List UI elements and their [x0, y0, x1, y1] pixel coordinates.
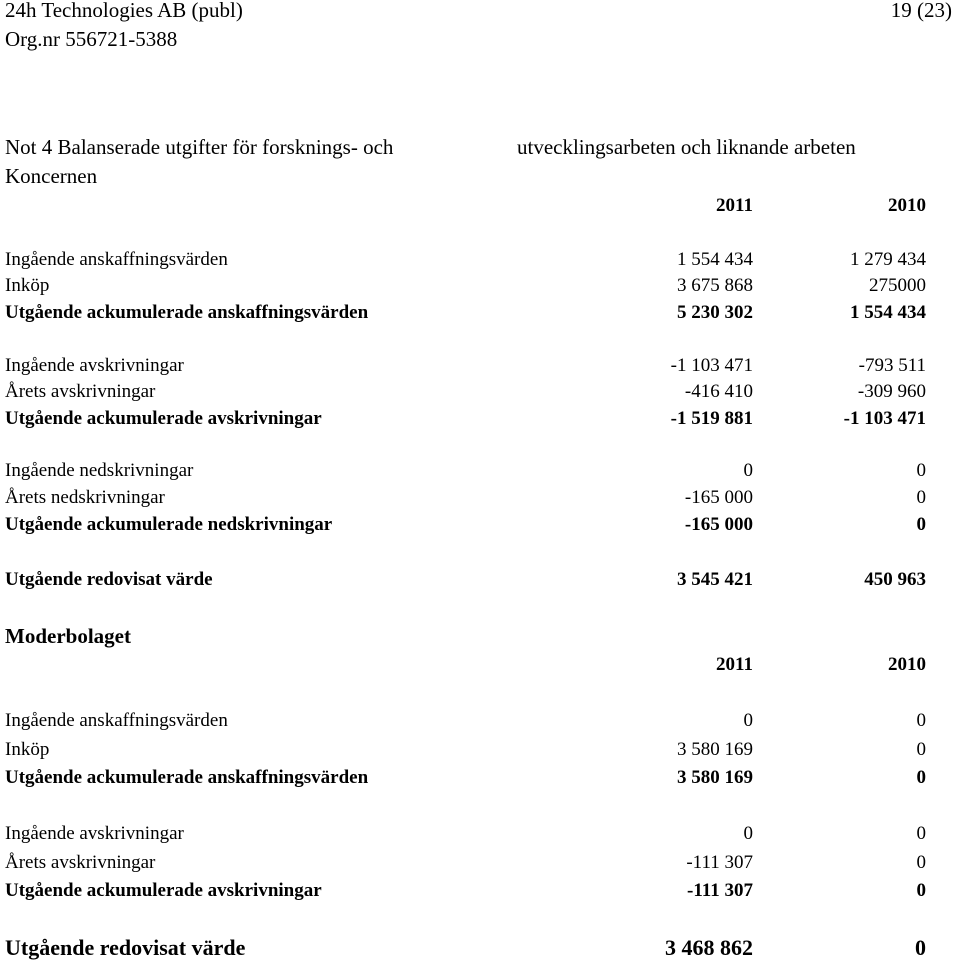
row-value-2011: 3 468 862: [665, 935, 753, 960]
row-label: Utgående ackumulerade nedskrivningar: [5, 514, 333, 535]
row-value-2011: -111 307: [686, 852, 753, 873]
row-value-2010: 0: [916, 823, 926, 844]
row-label: Ingående avskrivningar: [5, 823, 184, 844]
row-value-2011: -1 519 881: [670, 408, 753, 429]
row-label: Utgående redovisat värde: [5, 569, 213, 590]
row-value-2010: 1 279 434: [850, 249, 926, 270]
row-value-2011: 1 554 434: [677, 249, 753, 270]
year-2010-header: 2010: [888, 195, 926, 216]
row-label: Utgående ackumulerade anskaffningsvärden: [5, 302, 369, 323]
row-value-2011: 3 580 169: [677, 739, 753, 760]
parent-label: Moderbolaget: [5, 624, 131, 648]
row-value-2010: 1 554 434: [850, 302, 926, 323]
row-value-2011: -1 103 471: [670, 355, 753, 376]
year-2011-header: 2011: [716, 195, 753, 216]
row-value-2011: -111 307: [687, 880, 753, 901]
group-label: Koncernen: [5, 164, 98, 188]
org-number: Org.nr 556721-5388: [5, 27, 178, 51]
row-value-2011: 0: [743, 823, 753, 844]
row-value-2010: 0: [916, 514, 926, 535]
row-value-2010: 0: [916, 880, 926, 901]
row-label: Ingående avskrivningar: [5, 355, 184, 376]
parent-year-2010-header: 2010: [888, 654, 926, 675]
row-label: Ingående anskaffningsvärden: [5, 710, 228, 731]
row-value-2010: 0: [916, 852, 926, 873]
row-label: Utgående ackumulerade avskrivningar: [5, 880, 322, 901]
row-label: Utgående ackumulerade avskrivningar: [5, 408, 322, 429]
row-value-2011: 3 545 421: [677, 569, 753, 590]
row-value-2011: -165 000: [684, 514, 753, 535]
row-label: Årets avskrivningar: [5, 852, 156, 873]
row-value-2011: 0: [743, 710, 753, 731]
row-value-2010: 275000: [869, 275, 926, 296]
row-value-2011: -165 000: [684, 487, 753, 508]
row-value-2011: 3 580 169: [677, 767, 753, 788]
row-label: Ingående nedskrivningar: [5, 460, 194, 481]
row-label: Årets nedskrivningar: [5, 487, 165, 508]
row-label: Årets avskrivningar: [5, 381, 156, 402]
row-value-2010: 450 963: [864, 569, 926, 590]
row-value-2010: -309 960: [857, 381, 926, 402]
row-value-2010: -793 511: [858, 355, 926, 376]
row-value-2010: 0: [916, 460, 926, 481]
company-name: 24h Technologies AB (publ): [5, 0, 243, 22]
row-label: Utgående ackumulerade anskaffningsvärden: [5, 767, 369, 788]
row-value-2011: 5 230 302: [677, 302, 753, 323]
row-value-2010: 0: [916, 739, 926, 760]
row-value-2011: 0: [743, 460, 753, 481]
row-value-2010: 0: [916, 767, 926, 788]
note-title-left: Not 4 Balanserade utgifter för forsknings- och: [5, 135, 394, 159]
row-label: Ingående anskaffningsvärden: [5, 249, 228, 270]
row-label: Inköp: [5, 275, 50, 296]
parent-year-2011-header: 2011: [716, 654, 753, 675]
row-label: Utgående redovisat värde: [5, 935, 246, 960]
row-value-2010: -1 103 471: [843, 408, 926, 429]
page-number: 19 (23): [890, 0, 952, 22]
row-label: Inköp: [5, 739, 50, 760]
row-value-2010: 0: [916, 710, 926, 731]
row-value-2010: 0: [916, 487, 926, 508]
row-value-2010: 0: [915, 935, 926, 960]
row-value-2011: -416 410: [684, 381, 753, 402]
row-value-2011: 3 675 868: [677, 275, 753, 296]
note-title-right: utvecklingsarbeten och liknande arbeten: [517, 135, 856, 159]
